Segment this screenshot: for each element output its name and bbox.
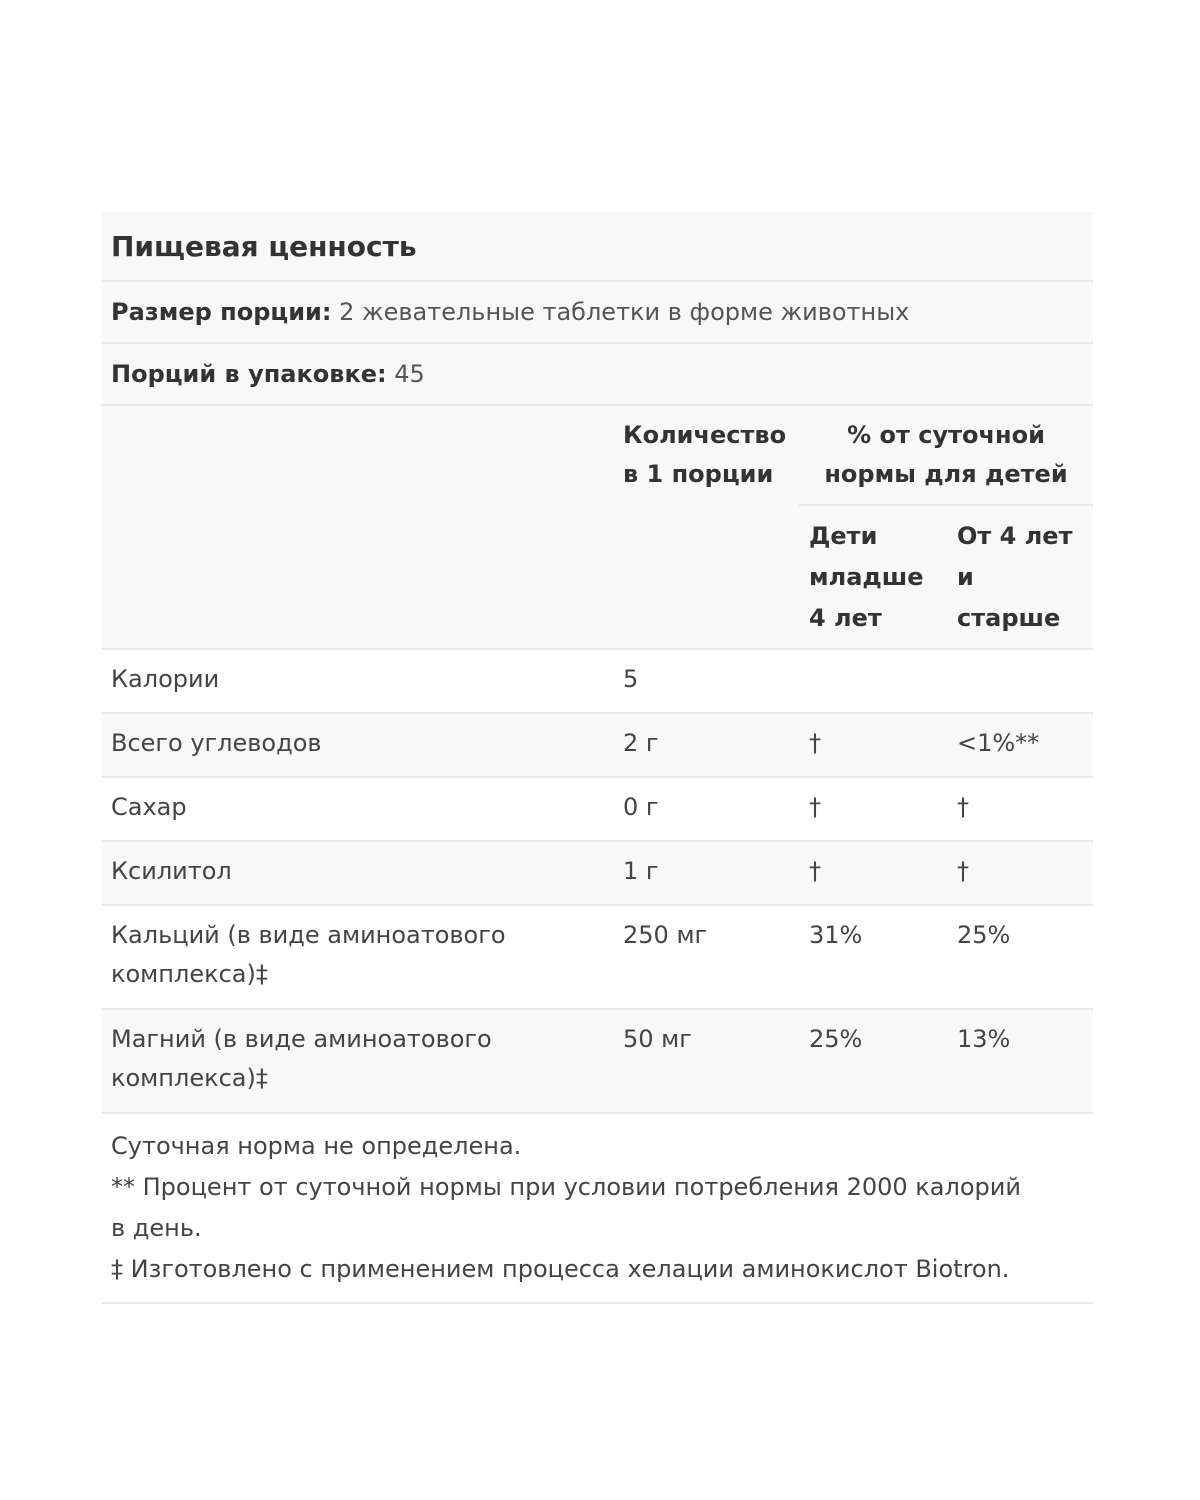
table-row bbox=[101, 842, 1093, 906]
nutrient-amount: 0 г bbox=[623, 793, 659, 821]
dv-over4: † bbox=[957, 857, 969, 885]
dv-over4: 25% bbox=[957, 921, 1011, 949]
nutrient-name-line: Всего углеводов bbox=[111, 729, 322, 757]
dv-under4: † bbox=[809, 729, 821, 757]
table-row bbox=[101, 906, 1093, 1010]
header-dv-subcolumns bbox=[799, 506, 1093, 648]
header-empty-cell bbox=[101, 406, 613, 648]
title-row bbox=[101, 212, 1093, 282]
table-row bbox=[101, 1010, 1093, 1114]
dv-under4: 31% bbox=[809, 921, 863, 949]
header-under4-line3: 4 лет bbox=[809, 604, 882, 632]
footnote-calorie-basis-cont: в день. bbox=[111, 1214, 202, 1242]
footnotes bbox=[101, 1114, 1093, 1304]
nutrition-title: Пищевая ценность bbox=[111, 229, 417, 263]
nutrient-name-line: Кальций (в виде аминоатового bbox=[111, 921, 506, 949]
header-over4-line3: старше bbox=[957, 604, 1061, 632]
dv-under4: 25% bbox=[809, 1025, 863, 1053]
table-row bbox=[101, 714, 1093, 778]
nutrient-amount: 250 мг bbox=[623, 921, 708, 949]
nutrient-name bbox=[101, 714, 613, 776]
servings-per-container-label: Порций в упаковке: bbox=[111, 360, 387, 388]
serving-size-label: Размер порции: bbox=[111, 298, 332, 326]
servings-per-container-value: 45 bbox=[394, 360, 425, 388]
nutrient-name bbox=[101, 778, 613, 840]
dv-under4: † bbox=[809, 793, 821, 821]
header-amount bbox=[613, 406, 799, 648]
nutrient-name-line: Магний (в виде аминоатового bbox=[111, 1025, 492, 1053]
table-row bbox=[101, 650, 1093, 714]
dv-under4: † bbox=[809, 857, 821, 885]
header-daily-value bbox=[799, 406, 1093, 648]
table-header bbox=[101, 406, 1093, 650]
servings-per-container-row bbox=[101, 344, 1093, 406]
serving-size-row bbox=[101, 282, 1093, 344]
header-dv-line1: % от суточной bbox=[847, 421, 1045, 449]
nutrient-name-line: Ксилитол bbox=[111, 857, 232, 885]
nutrition-facts-panel bbox=[101, 212, 1093, 1304]
nutrient-name bbox=[101, 842, 613, 904]
nutrient-name-line: комплекса)‡ bbox=[111, 1064, 268, 1092]
nutrient-amount: 50 мг bbox=[623, 1025, 692, 1053]
nutrient-name-line: комплекса)‡ bbox=[111, 960, 268, 988]
header-under4-line1: Дети bbox=[809, 522, 878, 550]
dv-under4 bbox=[799, 650, 947, 712]
header-dv-title bbox=[799, 406, 1093, 506]
header-over4-line1: От 4 лет bbox=[957, 522, 1073, 550]
header-under4-line2: младше bbox=[809, 563, 924, 591]
header-dv-line2: нормы для детей bbox=[824, 460, 1068, 488]
nutrient-name-line: Калории bbox=[111, 665, 220, 693]
nutrient-name bbox=[101, 906, 613, 1008]
nutrient-amount: 1 г bbox=[623, 857, 659, 885]
nutrient-amount: 2 г bbox=[623, 729, 659, 757]
footnote-calorie-basis: ** Процент от суточной нормы при условии потребления 2000 калорий bbox=[111, 1173, 1021, 1201]
nutrient-amount: 5 bbox=[623, 665, 639, 693]
header-amount-line1: Количество bbox=[623, 421, 787, 449]
header-under4 bbox=[799, 506, 947, 648]
nutrient-name-line: Сахар bbox=[111, 793, 187, 821]
table-row bbox=[101, 778, 1093, 842]
footnote-biotron: ‡ Изготовлено с применением процесса хелации аминокислот Biotron. bbox=[111, 1255, 1010, 1283]
nutrient-name bbox=[101, 1010, 613, 1112]
dv-over4: <1%** bbox=[957, 729, 1040, 757]
serving-size-value: 2 жевательные таблетки в форме животных bbox=[339, 298, 910, 326]
header-over4 bbox=[947, 506, 1093, 648]
dv-over4 bbox=[947, 650, 1093, 712]
footnote-not-established: Суточная норма не определена. bbox=[111, 1132, 522, 1160]
dv-over4: 13% bbox=[957, 1025, 1011, 1053]
dv-over4: † bbox=[957, 793, 969, 821]
nutrient-name bbox=[101, 650, 613, 712]
header-amount-line2: в 1 порции bbox=[623, 460, 774, 488]
header-over4-line2: и bbox=[957, 563, 974, 591]
